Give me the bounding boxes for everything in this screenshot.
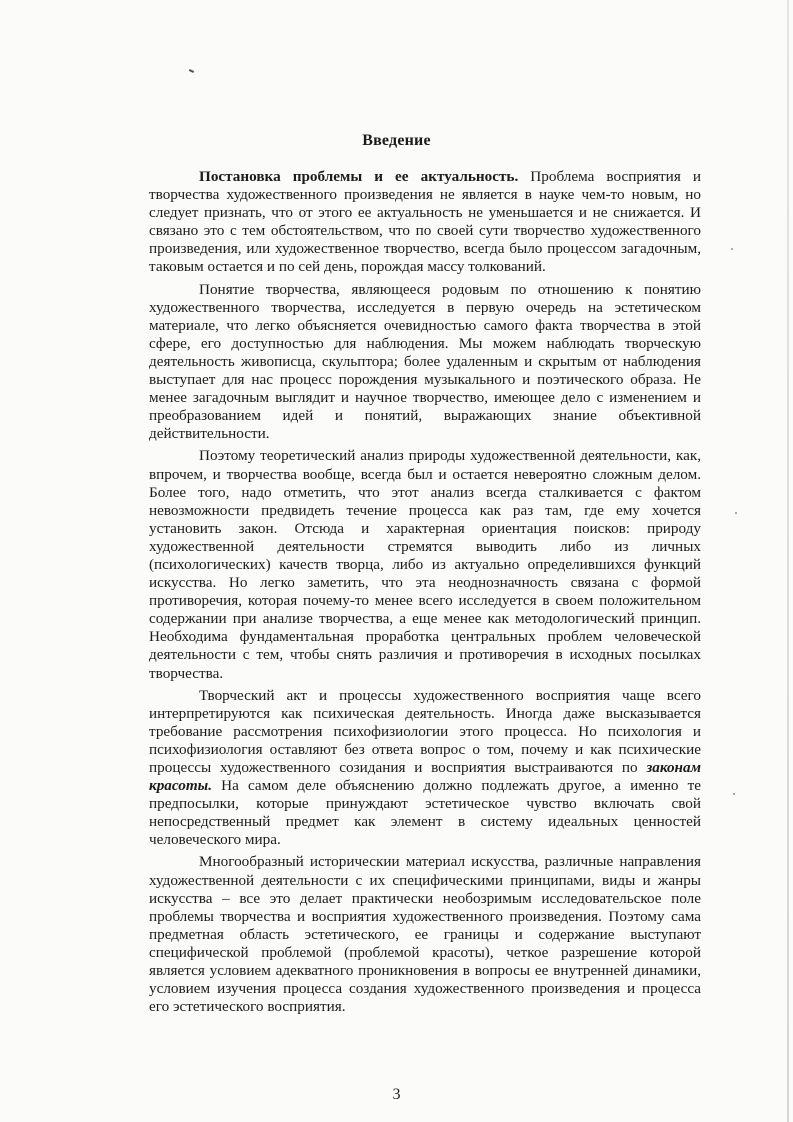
paragraph-4-text-before: Творческий акт и процессы художественного восприятия чаще всего интерпретируются как психическая деятельность. Иногда даже высказывается требование рассмотрения психофизиологии этого процесса. Но психология и психофизиология оставляют без ответа вопрос о том, почему и как психические процессы художественного созидания и восприятия выстраиваются по <box>149 686 701 776</box>
scan-edge-line <box>787 0 789 1122</box>
paragraph-1 <box>149 168 701 277</box>
paragraph-2: Понятие творчества, являющееся родовым по отношению к понятию художественного творчества, исследуется в первую очередь на эстетическом материале, что легко объясняется очевидностью самого факта творчества в этой сфере, его доступностью для наблюдения. Мы можем наблюдать творческую деятельность живописца, скульптора; более удаленным и скрытым от наблюдения выступает для нас процесс порождения музыкального и поэтического образа. Не менее загадочным выглядит и научное творчество, имеющее дело с изменением и преобразованием идей и понятий, выражающих знание объективной действительности. <box>149 280 701 443</box>
paragraph-1-text: Проблема восприятия и творчества художественного произведения не является в науке чем-то новым, но следует признать, что от этого ее актуальность не уменьшается и не снижается. И связано это с тем обстоятельством, что по своей сути творчество художественного произведения, или художественное творчество, всегда было процессом загадочным, таковым остается и по сей день, порождая массу толкований. <box>149 168 701 276</box>
document-body <box>149 168 701 1020</box>
scan-dot <box>731 248 733 250</box>
paragraph-4-emphasis: законам красоты. <box>149 759 701 795</box>
page-title: Введение <box>362 132 431 149</box>
paragraph-3: Поэтому теоретический анализ природы художественной деятельности, как, впрочем, и творчества вообще, всегда был и остается невероятно сложным делом. Более того, надо отметить, что этот анализ всегда сталкивается с фактом невозможности предвидеть течение процесса как раз там, где ему хочется установить закон. Отсюда и характерная ориентация поисков: природу художественной деятельности стремятся выводить либо из личных (психологических) качеств творца, либо из актуально определившихся функций искусства. Но легко заметить, что эта неоднозначность связана с формой противоречия, которая почему-то менее всего исследуется в своем положительном содержании при анализе творчества, а еще менее как методологический принцип. Необходима фундаментальная проработка центральных проблем человеческой деятельности с тем, чтобы снять различия и противоречия в исходных посылках творчества. <box>149 447 701 682</box>
paragraph-1-lead: Постановка проблемы и ее актуальность. <box>199 168 519 185</box>
paragraph-4-text-after: На самом деле объяснению должно подлежать другое, а именно те предпосылки, которые принуждают эстетическое чувство включать свой непосредственный предмет как элемент в систему идеальных ценностей человеческого мира. <box>149 777 701 849</box>
scan-dot <box>735 512 737 514</box>
paragraph-5: Многообразный историческии материал искусства, различные направления художественной деятельности с их специфическими принципами, виды и жанры искусства – все это делает практически необозримым исследовательское поле проблемы творчества и восприятия художественного произведения. Поэтому сама предметная область эстетического, ее границы и содержание выступают специфической проблемой (проблемой красоты), четкое разрешение которой является условием адекватного проникновения в вопросы ее внутренней динамики, условием изучения процесса создания художественного произведения и процесса его эстетического восприятия. <box>149 853 701 1016</box>
page-number: 3 <box>392 1086 401 1103</box>
paragraph-4 <box>149 687 701 850</box>
scan-speck <box>189 69 194 73</box>
scan-dot <box>733 793 735 795</box>
